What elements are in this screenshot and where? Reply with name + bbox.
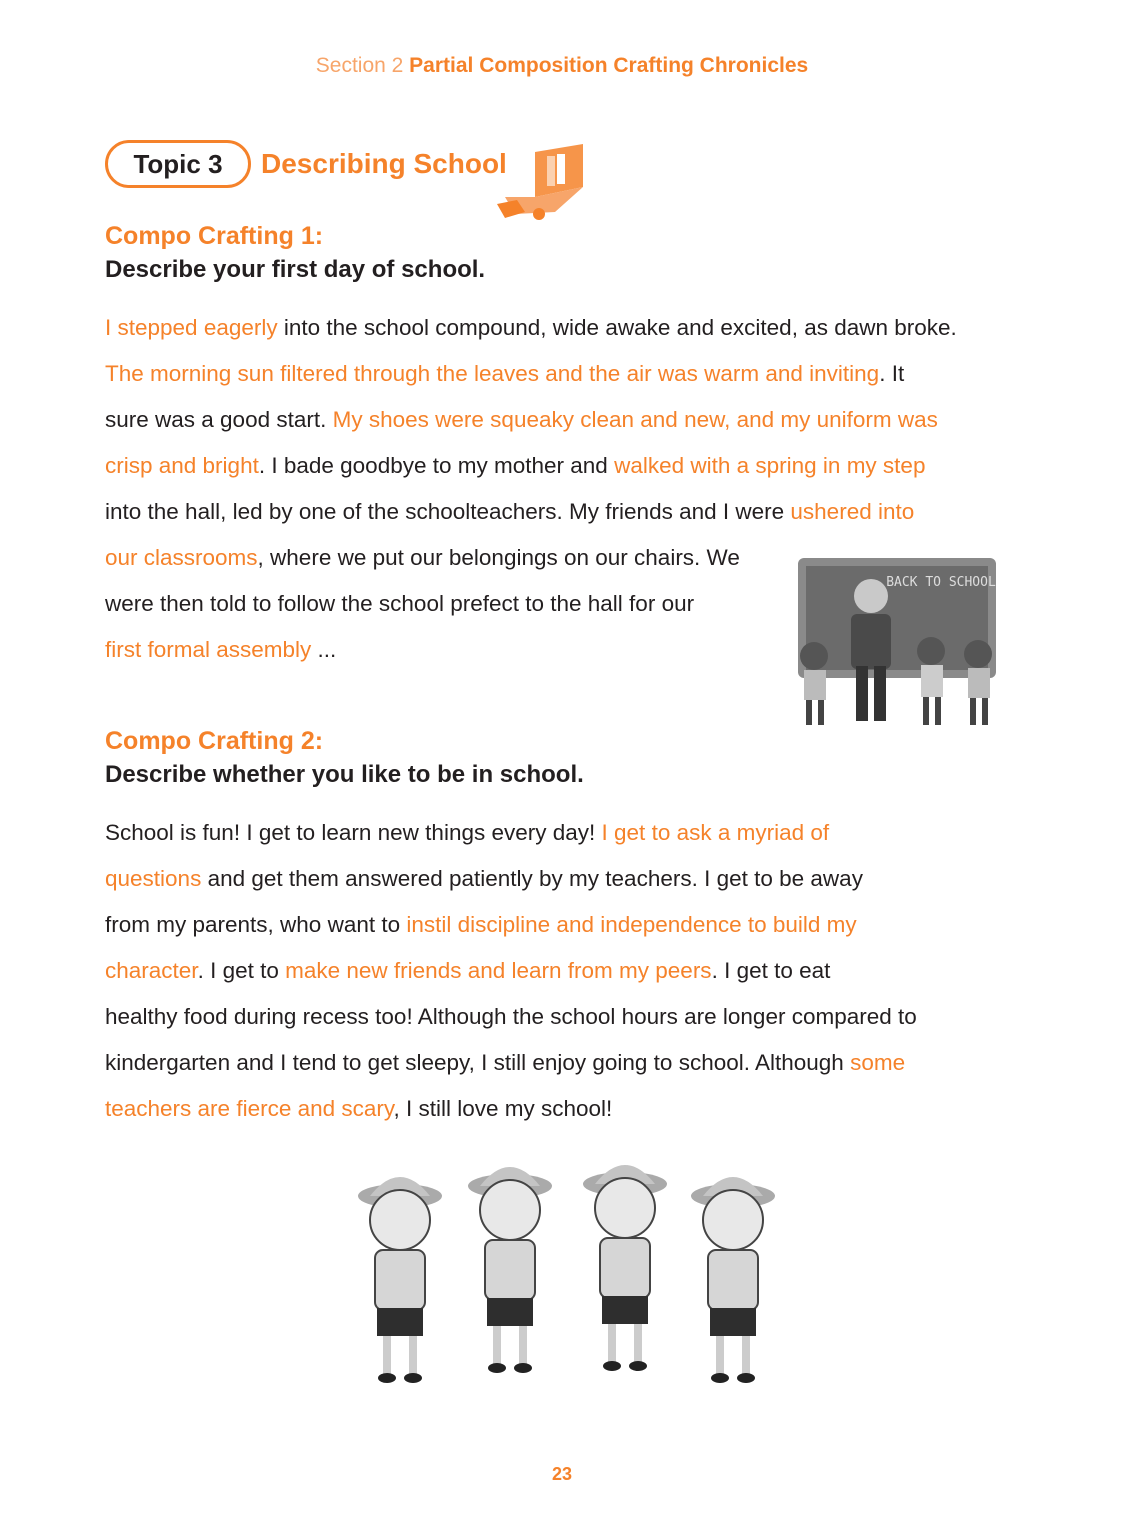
text-segment: , where we put our belongings on our chairs. We bbox=[257, 545, 740, 570]
text-segment: from my parents, who want to bbox=[105, 912, 407, 937]
section-title: Partial Composition Crafting Chronicles bbox=[409, 54, 809, 77]
text-line bbox=[105, 443, 957, 489]
running-header bbox=[0, 54, 1124, 78]
board-text: BACK TO SCHOOL bbox=[886, 575, 996, 590]
text-line bbox=[105, 397, 957, 443]
schoolchildren-illustration bbox=[345, 1158, 785, 1390]
text-segment: , I still love my school! bbox=[393, 1096, 613, 1121]
compo-2-heading: Compo Crafting 2: bbox=[105, 727, 324, 755]
highlighted-phrase: instil discipline and independence to build my bbox=[406, 912, 857, 937]
compo-1-heading: Compo Crafting 1: bbox=[105, 222, 324, 250]
text-segment: ... bbox=[311, 637, 337, 662]
text-segment: School is fun! I get to learn new things every day! bbox=[105, 820, 602, 845]
text-line bbox=[105, 948, 917, 994]
highlighted-phrase: The morning sun filtered through the leaves and the air was warm and inviting bbox=[105, 361, 880, 386]
text-segment: . I get to bbox=[197, 958, 286, 983]
text-segment: . It bbox=[879, 361, 905, 386]
topic-title: Describing School bbox=[261, 148, 507, 179]
text-line bbox=[105, 994, 917, 1040]
text-line bbox=[105, 1040, 917, 1086]
text-line bbox=[105, 902, 917, 948]
text-segment: and get them answered patiently by my teachers. I get to be away bbox=[201, 866, 863, 891]
highlighted-phrase: some bbox=[850, 1050, 906, 1075]
highlighted-phrase: our classrooms bbox=[105, 545, 258, 570]
highlighted-phrase: I get to ask a myriad of bbox=[601, 820, 830, 845]
highlighted-phrase: first formal assembly bbox=[105, 637, 312, 662]
text-segment: were then told to follow the school prefect to the hall for our bbox=[105, 591, 695, 616]
text-segment: sure was a good start. bbox=[105, 407, 333, 432]
text-line bbox=[105, 489, 957, 535]
text-segment: kindergarten and I tend to get sleepy, I still enjoy going to school. Although bbox=[105, 1050, 851, 1075]
compo-1-question: Describe your first day of school. bbox=[105, 256, 486, 283]
text-line bbox=[105, 810, 917, 856]
text-segment: into the hall, led by one of the schoolteachers. My friends and I were bbox=[105, 499, 791, 524]
topic-badge: Topic 3 bbox=[105, 140, 251, 188]
text-segment: . I get to eat bbox=[711, 958, 831, 983]
topic-heading bbox=[105, 140, 507, 188]
text-line bbox=[105, 856, 917, 902]
text-segment: into the school compound, wide awake and excited, as dawn broke. bbox=[277, 315, 957, 340]
text-line bbox=[105, 305, 957, 351]
highlighted-phrase: I stepped eagerly bbox=[105, 315, 278, 340]
highlighted-phrase: teachers are fierce and scary bbox=[105, 1096, 394, 1121]
compo-2-question: Describe whether you like to be in school. bbox=[105, 761, 584, 788]
text-segment: . I bade goodbye to my mother and bbox=[258, 453, 615, 478]
highlighted-phrase: make new friends and learn from my peers bbox=[285, 958, 712, 983]
highlighted-phrase: walked with a spring in my step bbox=[614, 453, 926, 478]
laptop-books-illustration bbox=[495, 142, 587, 222]
highlighted-phrase: crisp and bright bbox=[105, 453, 259, 478]
teacher-chalkboard-illustration bbox=[786, 556, 1006, 731]
highlighted-phrase: character bbox=[105, 958, 198, 983]
text-segment: healthy food during recess too! Although the school hours are longer compared to bbox=[105, 1004, 917, 1029]
page-number: 23 bbox=[551, 1464, 573, 1484]
text-line bbox=[105, 351, 957, 397]
highlighted-phrase: My shoes were squeaky clean and new, and my uniform was bbox=[332, 407, 938, 432]
text-line bbox=[105, 1086, 917, 1132]
highlighted-phrase: questions bbox=[105, 866, 202, 891]
section-label: Section 2 bbox=[315, 54, 404, 77]
highlighted-phrase: ushered into bbox=[790, 499, 915, 524]
compo-2-paragraph bbox=[105, 810, 917, 1132]
